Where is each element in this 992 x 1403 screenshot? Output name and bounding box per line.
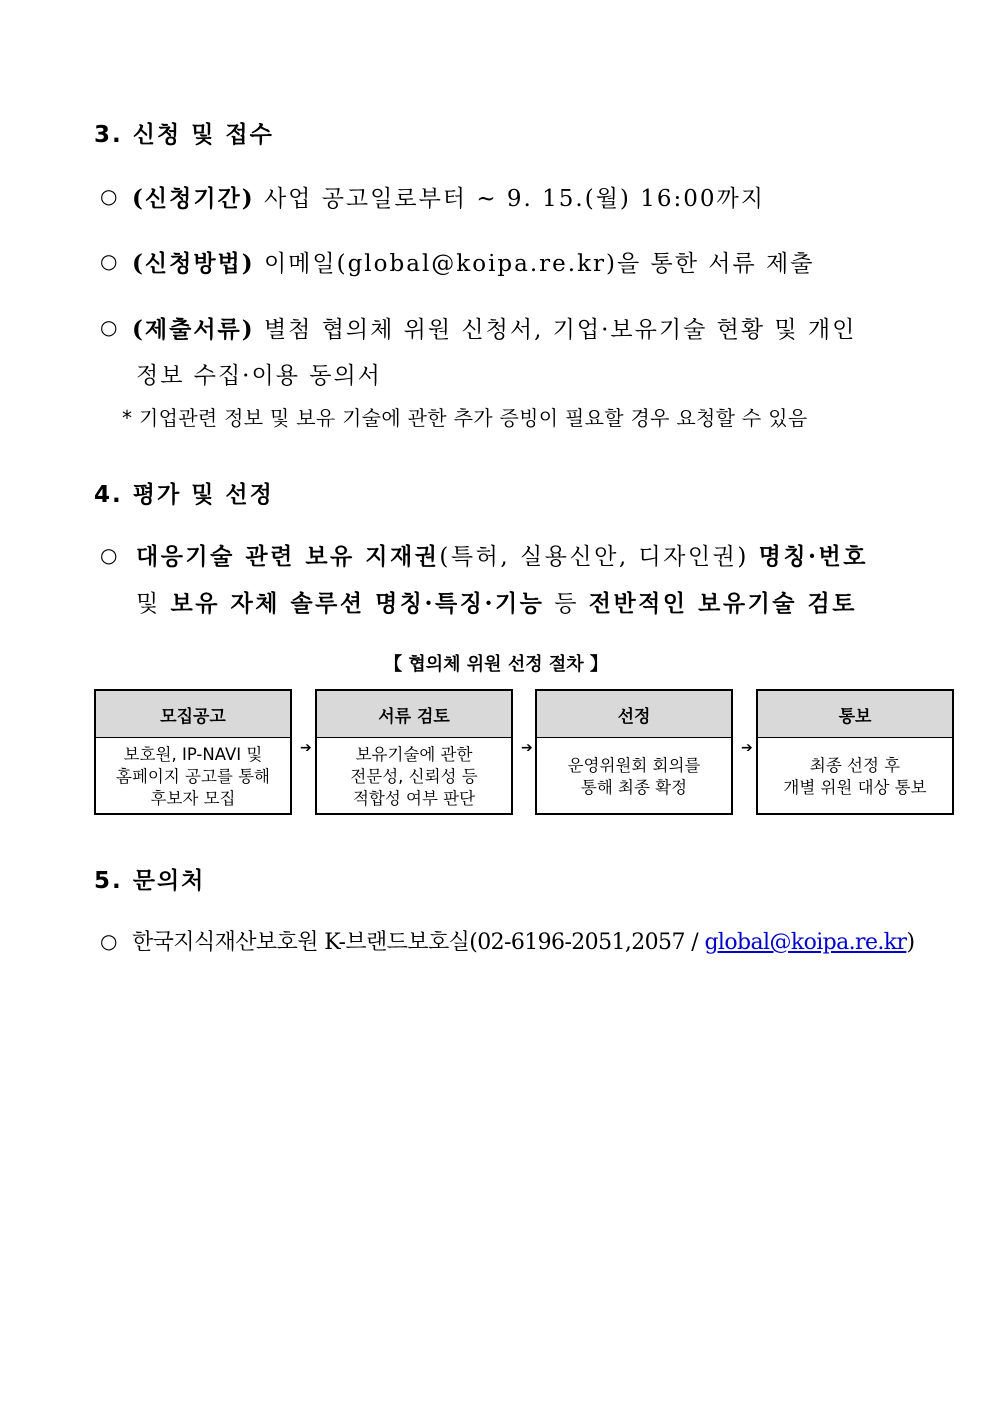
eval-bold3: 보유 자체 솔루션 명칭·특징·기능 [170,590,545,617]
step-title: 선정 [537,691,731,738]
period-text: 사업 공고일로부터 ~ 9. 15.(월) 16:00까지 [254,186,765,212]
contact-prefix: 한국지식재산보호원 K-브랜드보호실(02-6196-2051,2057 / [132,930,705,955]
note-text: * 기업관련 정보 및 보유 기술에 관한 추가 증빙이 필요할 경우 요청할 수 있음 [122,406,808,430]
bullet-icon: ○ [100,184,118,208]
contact-email-link[interactable]: global@koipa.re.kr [704,930,907,955]
step-desc: 보유기술에 관한 전문성, 신뢰성 등 적합성 여부 판단 [350,745,478,808]
procedure-title: 【 협의체 위원 선정 절차 】 [384,654,608,675]
section-3-title: 3. 신청 및 접수 [94,122,274,148]
bullet-icon: ○ [100,249,118,273]
arrow-icon: ➔ [521,740,533,756]
step-select [535,689,733,815]
step-recruit [94,689,292,815]
step-desc: 운영위원회 회의를 통해 최종 확정 [567,756,701,797]
step-title: 서류 검토 [317,691,511,738]
step-review [315,689,513,815]
evaluation-line2 [136,585,857,618]
contact-suffix: ) [906,930,915,955]
eval-bold2: 명칭·번호 [758,543,868,570]
submission-docs [132,311,856,344]
docs-text-line1: 별첨 협의체 위원 신청서, 기업·보유기술 현황 및 개인 [254,317,857,343]
eval-normal3: 등 [544,591,589,617]
bullet-icon: ○ [100,543,118,567]
section-5-title: 5. 문의처 [94,868,206,894]
step-desc: 최종 선정 후 개별 위원 대상 통보 [783,756,927,797]
bullet-icon: ○ [100,929,118,953]
arrow-icon: ➔ [741,740,753,756]
bullet-icon: ○ [100,315,118,339]
eval-bold1: 대응기술 관련 보유 지재권 [136,543,440,570]
step-notify [756,689,954,815]
section-4-title: 4. 평가 및 선정 [94,482,274,508]
step-title: 모집공고 [96,691,290,738]
eval-bold4: 전반적인 보유기술 검토 [588,590,857,617]
arrow-icon: ➔ [300,740,312,756]
step-title: 통보 [758,691,952,738]
method-text: 이메일(global@koipa.re.kr)을 통한 서류 제출 [254,251,815,277]
period-label: (신청기간) [132,185,255,212]
docs-text-line2: 정보 수집·이용 동의서 [136,363,382,389]
application-period [132,180,765,213]
method-label: (신청방법) [132,250,255,277]
eval-normal2: 및 [136,591,171,617]
step-desc: 보호원, IP-NAVI 및 홈페이지 공고를 통해 후보자 모집 [116,745,270,808]
contact-info [132,925,914,956]
application-method [132,245,814,278]
evaluation-line1 [136,538,868,571]
eval-normal1: (특허, 실용신안, 디자인권) [439,544,759,570]
docs-label: (제출서류) [132,316,255,343]
